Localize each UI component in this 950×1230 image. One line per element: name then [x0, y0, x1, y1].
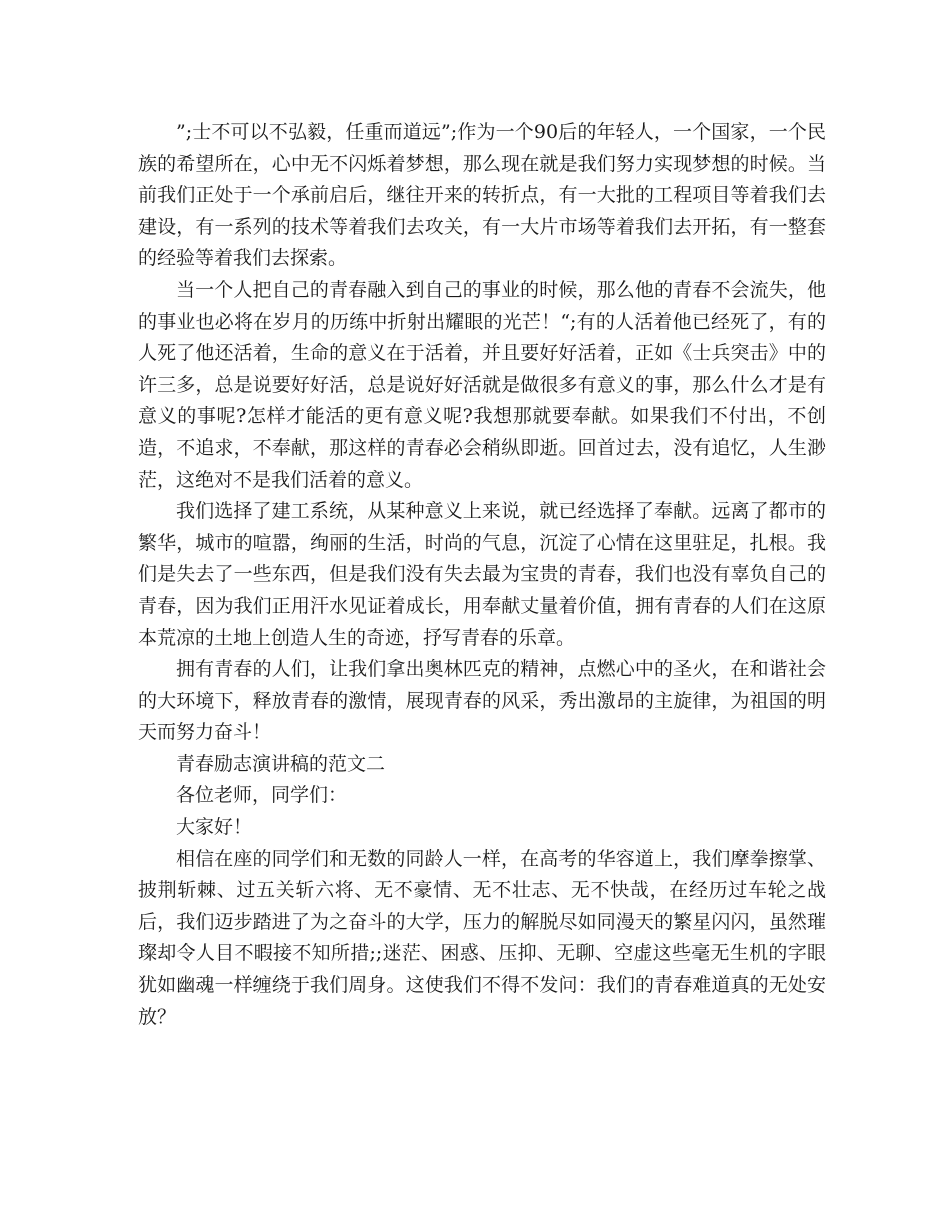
salutation: 各位老师，同学们： — [176, 784, 348, 807]
paragraph-1: ”;士不可以不弘毅，任重而道远”;作为一个90后的年轻人，一个国家，一个民族的希望所在，心中无不闪烁着梦想，那么现在就是我们努力实现梦想的时候。当前我们正处于一个承前启后，继往开来的转折点，有一大批的工程项目等着我们去建设，有一系列的技术等着我们去攻关，有一大片市场等着我们去开拓，有一整套的经验等着我们去探索。 — [138, 121, 826, 270]
section-heading: 青春励志演讲稿的范文二 — [176, 752, 386, 775]
greeting: 大家好！ — [176, 816, 253, 839]
paragraph-2: 当一个人把自己的青春融入到自己的事业的时候，那么他的青春不会流失，他的事业也必将在岁月的历练中折射出耀眼的光芒！“;有的人活着他已经死了，有的人死了他还活着，生命的意义在于活着，并且要好好活着，正如《士兵突击》中的许三多，总是说要好好活，总是说好好活就是做很多有意义的事，那么什么才是有意义的事呢?怎样才能活的更有意义呢?我想那就要奉献。如果我们不付出，不创造，不追求，不奉献，那这样的青春必会稍纵即逝。回首过去，没有追忆，人生渺茫，这绝对不是我们活着的意义。 — [138, 278, 826, 491]
paragraph-4: 拥有青春的人们，让我们拿出奥林匹克的精神，点燃心中的圣火，在和谐社会的大环境下，释放青春的激情，展现青春的风采，秀出激昂的主旋律，为祖国的明天而努力奋斗！ — [138, 658, 826, 744]
paragraph-3: 我们选择了建工系统，从某种意义上来说，就已经选择了奉献。远离了都市的繁华，城市的喧嚣，绚丽的生活，时尚的气息，沉淀了心情在这里驻足，扎根。我们是失去了一些东西，但是我们没有失去最为宝贵的青春，我们也没有辜负自己的青春，因为我们正用汗水见证着成长，用奉献丈量着价值，拥有青春的人们在这原本荒凉的土地上创造人生的奇迹，抒写青春的乐章。 — [138, 500, 826, 649]
paragraph-5: 相信在座的同学们和无数的同龄人一样，在高考的华容道上，我们摩拳擦掌、披荆斩棘、过五关斩六将、无不豪情、无不壮志、无不快哉，在经历过车轮之战后，我们迈步踏进了为之奋斗的大学，压力的解脱尽如同漫天的繁星闪闪，虽然璀璨却令人目不暇接不知所措;;迷茫、困惑、压抑、无聊、空虚这些毫无生机的字眼犹如幽魂一样缠绕于我们周身。这使我们不得不发问：我们的青春难道真的无处安放？ — [138, 847, 826, 1028]
document-body — [138, 117, 826, 1033]
